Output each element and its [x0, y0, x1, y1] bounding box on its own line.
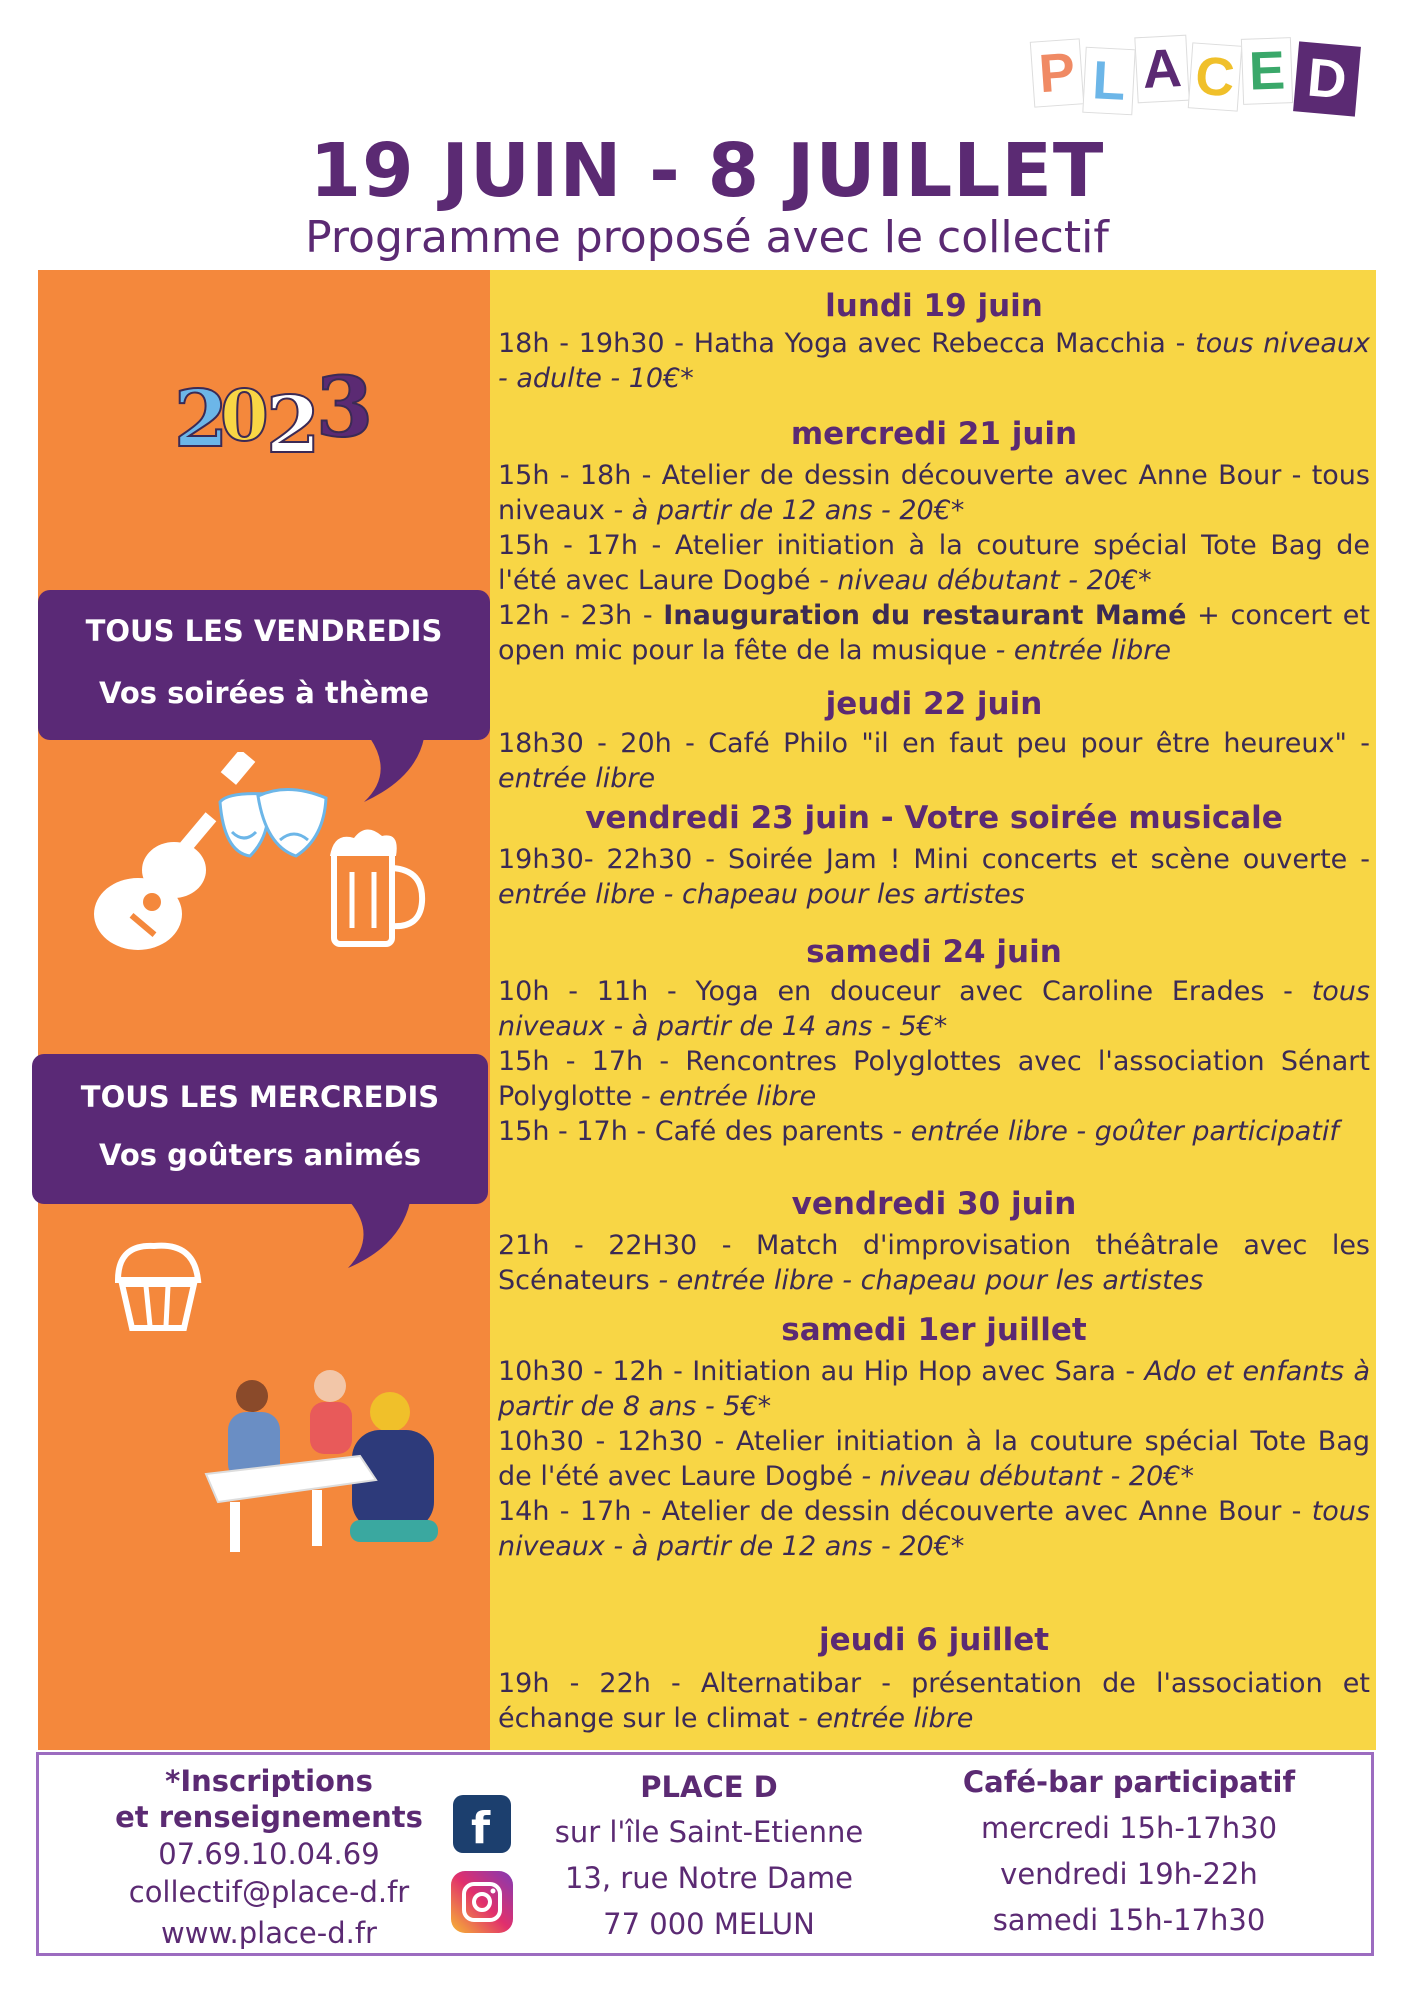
table-leg-right: [312, 1490, 322, 1546]
event-text: 10h - 11h - Yoga en douceur avec Caroline Erades -: [498, 976, 1312, 1007]
event-text: 12h - 23h -: [498, 600, 664, 631]
event-highlight: Inauguration du restaurant Mamé: [663, 600, 1187, 631]
event-item: [498, 1114, 1370, 1149]
event-details: tous niveaux - adulte - 10€*: [498, 328, 1370, 394]
cafe-title: Café-bar participatif: [962, 1765, 1296, 1799]
contact-title-line1: *Inscriptions: [165, 1764, 373, 1798]
cafe-line3: samedi 15h-17h30: [992, 1903, 1266, 1937]
page-title: 19 JUIN - 8 JUILLET: [309, 128, 1105, 214]
event-text: 19h - 22h - Alternatibar - présentation de l'association et échange sur le climat: [498, 1668, 1370, 1734]
logo-tile-p: P: [1030, 38, 1084, 107]
contact-phone[interactable]: 07.69.10.04.69: [158, 1837, 380, 1871]
facebook-icon[interactable]: [453, 1795, 511, 1853]
day-title: mercredi 21 juin: [790, 416, 1078, 452]
footer: [36, 1752, 1374, 1956]
event-item: [498, 598, 1370, 668]
event-item: [498, 528, 1370, 598]
contact-website[interactable]: www.place-d.fr: [161, 1916, 377, 1950]
event-item: [498, 1354, 1370, 1424]
event-details: - entrée libre - goûter participatif: [883, 1116, 1339, 1147]
guitar-icon: [94, 752, 255, 950]
music-theatre-illustration: [78, 752, 458, 972]
place-d-logo: [1032, 30, 1372, 122]
footer-contact: [79, 1763, 459, 1955]
day-title: jeudi 6 juillet: [818, 1622, 1050, 1658]
board-game-illustration: [200, 1360, 450, 1570]
cupcake-icon: [108, 1236, 208, 1336]
event-details: - à partir de 12 ans - 20€*: [604, 495, 965, 526]
event-item: [498, 1228, 1370, 1298]
theatre-masks-icon: [220, 789, 326, 856]
event-text: 21h - 22H30 - Match d'improvisation théâtrale avec les Scénateurs: [498, 1230, 1370, 1296]
logo-tile-c: C: [1188, 42, 1242, 111]
logo-tile-e: E: [1241, 37, 1293, 105]
beer-mug-icon: [330, 829, 422, 944]
day-title: samedi 1er juillet: [781, 1312, 1087, 1348]
bubble-vendredis: [38, 590, 490, 740]
event-details: entrée libre: [498, 763, 656, 794]
person-1-head: [236, 1380, 268, 1412]
event-item: [498, 726, 1370, 796]
event-item: [498, 1494, 1370, 1564]
year-digit-3: 3: [316, 360, 374, 456]
event-details: - entrée libre: [986, 635, 1171, 666]
event-text: 10h30 - 12h30 - Atelier initiation à la couture spécial Tote Bag de l'été avec Laure Dogbé: [498, 1426, 1370, 1492]
event-item: [498, 1044, 1370, 1114]
event-text: 15h - 17h - Rencontres Polyglottes avec l'association Sénart Polyglotte: [498, 1046, 1370, 1112]
event-details: tous niveaux - à partir de 14 ans - 5€*: [498, 976, 1370, 1042]
table-leg-left: [230, 1502, 240, 1552]
logo-tile-a: A: [1134, 35, 1189, 104]
event-text: 15h - 18h - Atelier de dessin découverte avec Anne Bour - tous niveaux: [498, 460, 1370, 526]
bubble-mercredis-title: TOUS LES MERCREDIS: [80, 1080, 440, 1114]
event-item: [498, 326, 1370, 396]
person-3-head: [370, 1392, 410, 1432]
footer-address: [539, 1765, 879, 1947]
event-item: [498, 974, 1370, 1044]
instagram-icon[interactable]: [451, 1871, 513, 1933]
event-item: [498, 1666, 1370, 1736]
event-details: Ado et enfants à partir de 8 ans - 5€*: [498, 1356, 1370, 1422]
year-digit-2b: 2: [266, 380, 321, 466]
event-text: 14h - 17h - Atelier de dessin découverte avec Anne Bour -: [498, 1496, 1312, 1527]
footer-cafe-hours: [939, 1759, 1319, 1943]
event-text: 19h30- 22h30 - Soirée Jam ! Mini concerts et scène ouverte -: [498, 844, 1370, 875]
event-text: 18h - 19h30 - Hatha Yoga avec Rebecca Macchia -: [498, 328, 1196, 359]
place-line2: 13, rue Notre Dame: [564, 1861, 854, 1895]
year-digit-2a: 2: [174, 374, 229, 465]
page-subtitle: Programme proposé avec le collectif: [305, 212, 1109, 263]
bubble-vendredis-title: TOUS LES VENDREDIS: [85, 614, 443, 648]
event-details: - niveau débutant - 20€*: [810, 565, 1152, 596]
contact-email[interactable]: collectif@place-d.fr: [128, 1875, 410, 1909]
logo-tile-l: L: [1082, 47, 1135, 116]
contact-title-line2: et renseignements: [115, 1800, 423, 1834]
year-digit-0: 0: [220, 374, 269, 457]
event-item: [498, 458, 1370, 528]
bubble-vendredis-subtitle: Vos soirées à thème: [99, 676, 429, 710]
person-2-body: [310, 1402, 352, 1454]
event-details: - entrée libre: [632, 1081, 817, 1112]
event-details: tous niveaux - à partir de 12 ans - 20€*: [498, 1496, 1370, 1562]
event-details: - entrée libre: [789, 1703, 974, 1734]
bubble-mercredis-subtitle: Vos goûters animés: [99, 1138, 421, 1172]
bubble-mercredis: [32, 1054, 488, 1204]
day-title: vendredi 23 juin - Votre soirée musicale: [585, 800, 1283, 836]
place-line3: 77 000 MELUN: [603, 1907, 815, 1941]
cafe-line2: vendredi 19h-22h: [1000, 1857, 1258, 1891]
event-text: 15h - 17h - Atelier initiation à la couture spécial Tote Bag de l'été avec Laure Dogbé: [498, 530, 1370, 596]
event-item: [498, 1424, 1370, 1494]
place-line1: sur l'île Saint-Etienne: [554, 1815, 864, 1849]
day-title: samedi 24 juin: [806, 934, 1062, 970]
day-title: lundi 19 juin: [825, 288, 1043, 324]
event-details: - niveau débutant - 20€*: [852, 1461, 1194, 1492]
place-title: PLACE D: [640, 1770, 778, 1804]
event-details: entrée libre - chapeau pour les artistes: [498, 879, 1025, 910]
logo-tile-d: D: [1293, 41, 1361, 116]
event-text: 18h30 - 20h - Café Philo "il en faut peu pour être heureux" -: [498, 728, 1370, 759]
day-title: vendredi 30 juin: [791, 1186, 1077, 1222]
event-text: 15h - 17h - Café des parents: [498, 1116, 884, 1147]
event-details: - entrée libre - chapeau pour les artistes: [649, 1265, 1204, 1296]
event-item: [498, 842, 1370, 912]
svg-text:f: f: [471, 1803, 491, 1853]
day-title: jeudi 22 juin: [825, 686, 1043, 722]
event-text: + concert et open mic pour la fête de la musique: [498, 600, 1371, 666]
year-badge: [170, 356, 410, 466]
bubble-mercredis-tail: [340, 1202, 420, 1272]
cafe-line1: mercredi 15h-17h30: [980, 1811, 1278, 1845]
person-2-head: [314, 1370, 346, 1402]
year-graphic: [170, 356, 410, 466]
person-3-legs: [350, 1520, 438, 1542]
event-text: 10h30 - 12h - Initiation au Hip Hop avec Sara -: [498, 1356, 1145, 1387]
